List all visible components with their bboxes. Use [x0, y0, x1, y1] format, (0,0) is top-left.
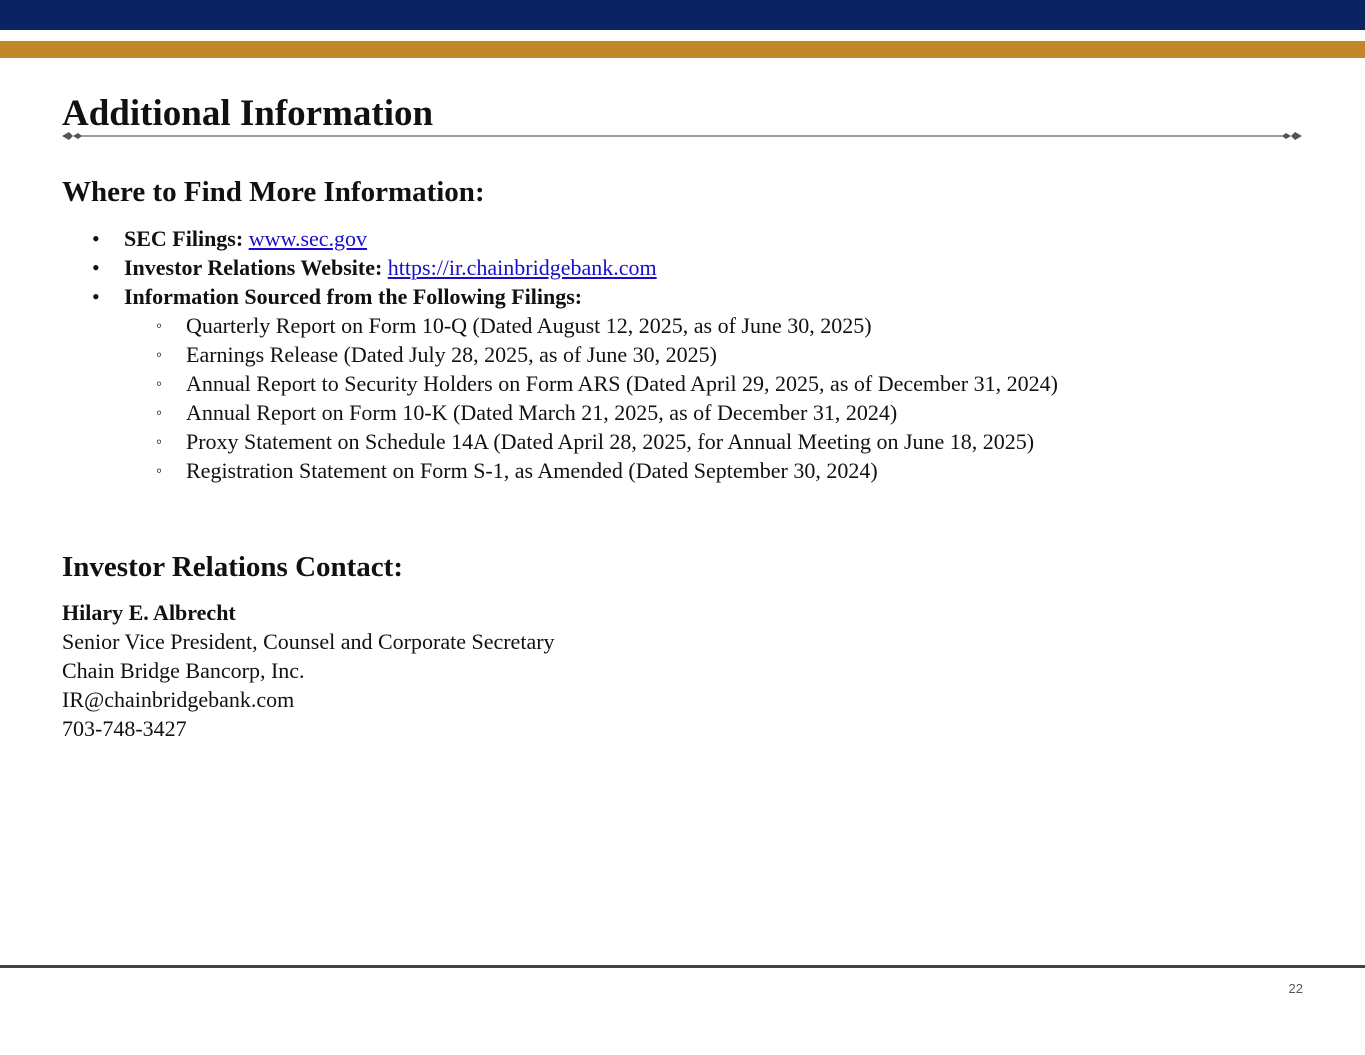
page-title: Additional Information	[62, 93, 434, 134]
contact-block	[62, 598, 555, 743]
filing-item-text: Registration Statement on Form S-1, as Amended (Dated September 30, 2024)	[186, 458, 878, 483]
divider-ornament-right	[1282, 132, 1302, 140]
bullet-dot-icon: •	[92, 255, 100, 280]
filing-item	[62, 456, 1262, 485]
sub-bullet-circle-icon: ◦	[156, 432, 163, 451]
sub-bullet-circle-icon: ◦	[156, 461, 163, 480]
footer-divider	[0, 965, 1365, 968]
contact-email: IR@chainbridgebank.com	[62, 687, 295, 712]
filing-item	[62, 427, 1262, 456]
sec-filings-label: SEC Filings:	[124, 226, 244, 251]
filing-item-text: Annual Report to Security Holders on Form ARS (Dated April 29, 2025, as of December 31, 2024)	[186, 371, 1058, 396]
bullet-dot-icon: •	[92, 284, 100, 309]
filing-item-text: Proxy Statement on Schedule 14A (Dated April 28, 2025, for Annual Meeting on June 18, 2025)	[186, 429, 1035, 454]
title-divider	[62, 128, 1302, 144]
ir-contact-heading: Investor Relations Contact:	[62, 551, 403, 583]
sub-bullet-circle-icon: ◦	[156, 403, 163, 422]
contact-company: Chain Bridge Bancorp, Inc.	[62, 658, 305, 683]
filing-item-text: Annual Report on Form 10-K (Dated March 21, 2025, as of December 31, 2024)	[186, 400, 898, 425]
contact-phone: 703-748-3427	[62, 716, 187, 741]
bullet-ir-website	[62, 253, 1262, 282]
filing-item-text: Quarterly Report on Form 10-Q (Dated August 12, 2025, as of June 30, 2025)	[186, 313, 872, 338]
contact-role: Senior Vice President, Counsel and Corporate Secretary	[62, 629, 555, 654]
ir-website-link[interactable]: https://ir.chainbridgebank.com	[387, 255, 657, 280]
find-info-heading: Where to Find More Information:	[62, 176, 485, 208]
info-bullet-list	[62, 224, 1262, 485]
divider-ornament-left	[62, 132, 82, 140]
ir-website-label: Investor Relations Website:	[124, 255, 383, 280]
filing-item-text: Earnings Release (Dated July 28, 2025, as of June 30, 2025)	[186, 342, 717, 367]
sub-bullet-circle-icon: ◦	[156, 374, 163, 393]
sub-bullet-circle-icon: ◦	[156, 345, 163, 364]
sub-bullet-circle-icon: ◦	[156, 316, 163, 335]
filing-item	[62, 398, 1262, 427]
bullet-sec-filings	[62, 224, 1262, 253]
header-band-gold	[0, 41, 1365, 58]
filing-item	[62, 340, 1262, 369]
filing-item	[62, 369, 1262, 398]
bullet-filings-source	[62, 282, 1262, 311]
bullet-dot-icon: •	[92, 226, 100, 251]
sec-gov-link[interactable]: www.sec.gov	[248, 226, 368, 251]
filing-item	[62, 311, 1262, 340]
filings-source-label: Information Sourced from the Following Filings:	[124, 284, 583, 309]
contact-name: Hilary E. Albrecht	[62, 600, 236, 625]
page-number: 22	[1288, 981, 1303, 996]
header-band-navy	[0, 0, 1365, 30]
